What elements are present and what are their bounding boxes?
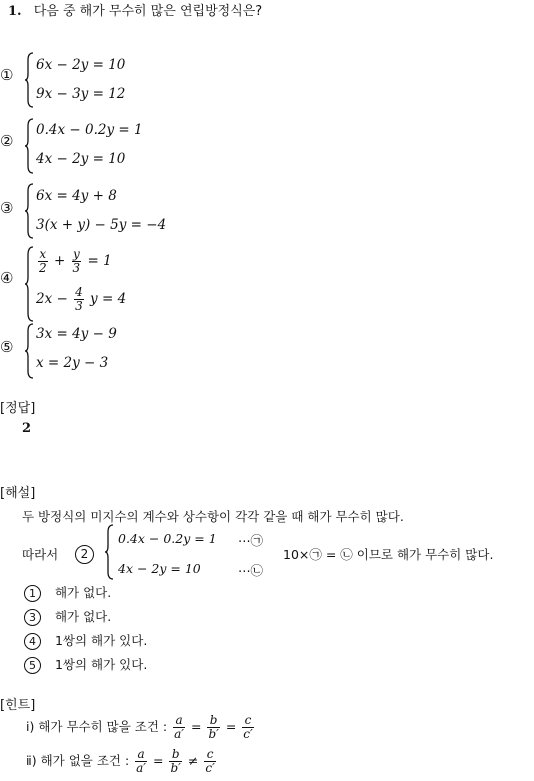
answer-label: [정답] (0, 401, 36, 416)
option-4-eq1: $\frac{x}{2}$ + $\frac{y}{3}$ = 1 (39, 247, 112, 275)
option-2-eq1: 0.4x − 0.2y = 1 (36, 122, 143, 138)
explanation-item-4: 4 1쌍의 해가 있다. (24, 631, 147, 650)
option-3-eq2: 3(x + y) − 5y = −4 (36, 217, 167, 233)
option-3-brace (24, 183, 34, 239)
explanation-label: [해설] (0, 486, 36, 501)
answer-value: 2 (22, 421, 32, 436)
explanation-line1: 두 방정식의 미지수의 계수와 상수항이 각각 같을 때 해가 무수히 많다. (22, 509, 404, 524)
hint-line2: ⅱ) 해가 없을 조건 : $\frac{a}{a'}$ = $\frac{b}{b'}$ ≠ $\frac{c}{c'}$ (26, 747, 215, 775)
option-3-eq1: 6x = 4y + 8 (36, 188, 117, 204)
hint-line1: ⅰ) 해가 무수히 많을 조건 : $\frac{a}{a'}$ = $\frac{b}{b'}$ = $\frac{c}{c'}$ (26, 713, 253, 741)
option-2-brace (24, 118, 34, 174)
option-4-brace (24, 246, 34, 322)
option-4-marker: ④ (0, 269, 14, 287)
option-5-brace (24, 323, 34, 379)
option-1-eq2: 9x − 3y = 12 (36, 86, 126, 102)
explanation-sys-tag2: ⋯㉡ (238, 563, 264, 578)
explanation-sys-eq2: 4x − 2y = 10 (118, 561, 201, 576)
option-3-marker: ③ (0, 199, 14, 217)
option-5-marker: ⑤ (0, 338, 14, 356)
explanation-sys-eq1: 0.4x − 0.2y = 1 (118, 531, 217, 546)
option-2-marker: ② (0, 132, 14, 150)
explanation-item-5: 5 1쌍의 해가 있다. (24, 655, 147, 674)
explanation-brace (104, 524, 114, 580)
explanation-sys-tag1: ⋯㉠ (238, 533, 264, 548)
option-5-eq1: 3x = 4y − 9 (36, 326, 117, 342)
hint-label: [힌트] (0, 698, 36, 713)
explanation-therefore: 따라서 (22, 547, 59, 562)
option-2-eq2: 4x − 2y = 10 (36, 151, 126, 167)
explanation-choice-marker: 2 (75, 545, 94, 564)
explanation-item-1: 1 해가 없다. (24, 583, 111, 602)
question-number: 1. (8, 4, 22, 19)
option-4-eq2: 2x − $\frac{4}{3}$ y = 4 (36, 285, 127, 313)
option-1-brace (24, 52, 34, 108)
option-5-eq2: x = 2y − 3 (36, 355, 109, 371)
explanation-conclusion: 10×㉠ = ㉡ 이므로 해가 무수히 많다. (283, 547, 494, 562)
question-text: 다음 중 해가 무수히 많은 연립방정식은? (33, 4, 263, 19)
option-1-marker: ① (0, 66, 14, 84)
question-header (8, 0, 262, 19)
explanation-item-3: 3 해가 없다. (24, 607, 111, 626)
option-1-eq1: 6x − 2y = 10 (36, 57, 126, 73)
